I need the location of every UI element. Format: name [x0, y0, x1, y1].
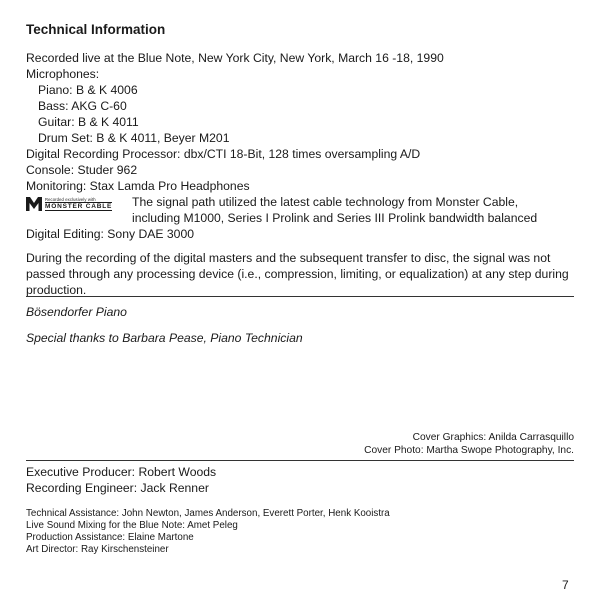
cover-photo-credit: Cover Photo: Martha Swope Photography, Inc.	[364, 445, 574, 456]
digital-processor-line: Digital Recording Processor: dbx/CTI 18-Bit, 128 times oversampling A/D	[26, 147, 421, 161]
signal-path-line-1: The signal path utilized the latest cable technology from Monster Cable,	[132, 195, 519, 209]
mic-drums: Drum Set: B & K 4011, Beyer M201	[38, 131, 230, 145]
monitoring-line: Monitoring: Stax Lamda Pro Headphones	[26, 179, 250, 193]
monster-cable-logo	[26, 195, 126, 213]
art-director-credit: Art Director: Ray Kirschensteiner	[26, 544, 169, 555]
thanks-credit: Special thanks to Barbara Pease, Piano Technician	[26, 331, 303, 345]
mic-guitar: Guitar: B & K 4011	[38, 115, 139, 129]
monster-cable-row	[26, 194, 537, 226]
divider-bottom	[26, 460, 574, 461]
live-sound-credit: Live Sound Mixing for the Blue Note: Amet Peleg	[26, 520, 238, 531]
cover-graphics-credit: Cover Graphics: Anilda Carrasquillo	[412, 432, 574, 443]
divider-top	[26, 296, 574, 297]
recording-engineer-credit: Recording Engineer: Jack Renner	[26, 481, 209, 495]
page-number: 7	[562, 578, 569, 592]
piano-credit: Bösendorfer Piano	[26, 305, 127, 319]
processing-note: During the recording of the digital masters and the subsequent transfer to disc, the signal was not passed through any processing device (i.e., compression, limiting, or equalization) at any step during production.	[26, 251, 569, 297]
section-heading: Technical Information	[26, 22, 166, 37]
mic-piano: Piano: B & K 4006	[38, 83, 138, 97]
executive-producer-credit: Executive Producer: Robert Woods	[26, 465, 217, 479]
logo-tagline: Recorded exclusively with	[45, 197, 96, 202]
logo-brand: MONSTER CABLE	[45, 203, 113, 210]
technical-assistance-credit: Technical Assistance: John Newton, James Anderson, Everett Porter, Henk Kooistra	[26, 508, 390, 519]
microphones-label: Microphones:	[26, 67, 100, 81]
monster-m-icon	[26, 197, 42, 211]
production-assistance-credit: Production Assistance: Elaine Martone	[26, 532, 194, 543]
digital-editing-line: Digital Editing: Sony DAE 3000	[26, 227, 195, 241]
mic-bass: Bass: AKG C-60	[38, 99, 127, 113]
console-line: Console: Studer 962	[26, 163, 138, 177]
signal-path-line-2: including M1000, Series I Prolink and Series III Prolink bandwidth balanced	[132, 211, 538, 225]
recorded-line: Recorded live at the Blue Note, New York City, New York, March 16 -18, 1990	[26, 51, 444, 65]
